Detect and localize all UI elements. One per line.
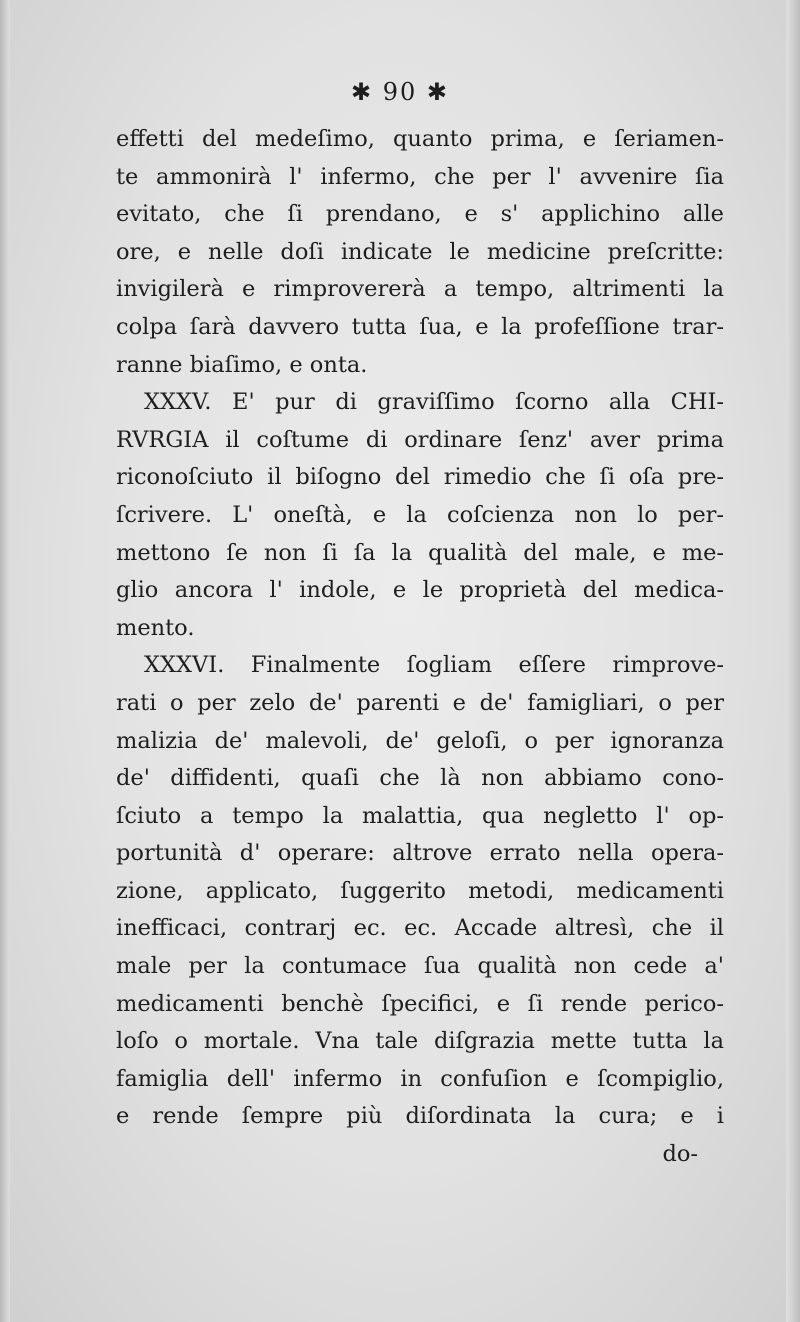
- text-line: riconoſciuto il biſogno del rimedio che ſi oſa pre-: [116, 464, 724, 491]
- text-line: rati o per zelo de' parenti e de' famigliari, o per: [116, 689, 724, 716]
- text-line: male per la contumace ſua qualità non cede a': [116, 953, 724, 980]
- text-line: te ammonirà l' infermo, che per l' avvenire ſia: [116, 163, 724, 190]
- section-xxxvi-heading-line: XXXVI. Finalmente ſogliam eſſere rimprove-: [144, 652, 724, 679]
- text-line: evitato, che ſi prendano, e s' applichino alle: [116, 201, 724, 228]
- text-line: loſo o mortale. Vna tale diſgrazia mette tutta la: [116, 1028, 724, 1055]
- text-line: effetti del medeſimo, quanto prima, e ſeriamen-: [116, 126, 724, 152]
- text-line: colpa ſarà davvero tutta ſua, e la profeſſione trar-: [116, 313, 724, 340]
- text-line: medicamenti benchè ſpecifici, e ſi rende perico-: [116, 990, 724, 1017]
- text-line: ſcrivere. L' oneſtà, e la coſcienza non lo per-: [116, 501, 724, 528]
- text-line: e rende ſempre più diſordinata la cura; e i: [116, 1103, 724, 1130]
- page-right-edge-shadow: [786, 0, 800, 1322]
- text-line: portunità d' operare: altrove errato nella opera-: [116, 840, 724, 867]
- text-line: de' diffidenti, quaſi che là non abbiamo cono-: [116, 765, 724, 792]
- text-line: ſciuto a tempo la malattia, qua negletto l' op-: [116, 802, 724, 829]
- text-line: inefficaci, contrarj ec. ec. Accade altresì, che il: [116, 915, 724, 942]
- catchword: do-: [662, 1141, 698, 1168]
- section-xxxv-heading-line: XXXV. E' pur di graviſſimo ſcorno alla CHI-: [144, 389, 724, 416]
- text-line: famiglia dell' infermo in confuſion e ſcompiglio,: [116, 1065, 724, 1092]
- text-line: ranne biaſimo, e onta.: [116, 351, 368, 378]
- body-text: [116, 121, 724, 1174]
- page-left-edge-shadow: [0, 0, 10, 1322]
- text-line: ore, e nelle doſi indicate le medicine preſcritte:: [116, 238, 724, 265]
- text-line: mento.: [116, 614, 195, 641]
- text-line: glio ancora l' indole, e le proprietà del medica-: [116, 577, 724, 604]
- text-line: zione, applicato, ſuggerito metodi, medicamenti: [116, 877, 724, 904]
- text-line: mettono ſe non ſi ſa la qualità del male, e me-: [116, 539, 724, 566]
- text-line: invigilerà e rimprovererà a tempo, altrimenti la: [116, 276, 724, 303]
- text-line: RVRGIA il coſtume di ordinare ſenz' aver prima: [116, 426, 724, 453]
- running-head-page-number: ✱ 90 ✱: [350, 78, 449, 106]
- text-line: malizia de' malevoli, de' geloſi, o per ignoranza: [116, 727, 724, 754]
